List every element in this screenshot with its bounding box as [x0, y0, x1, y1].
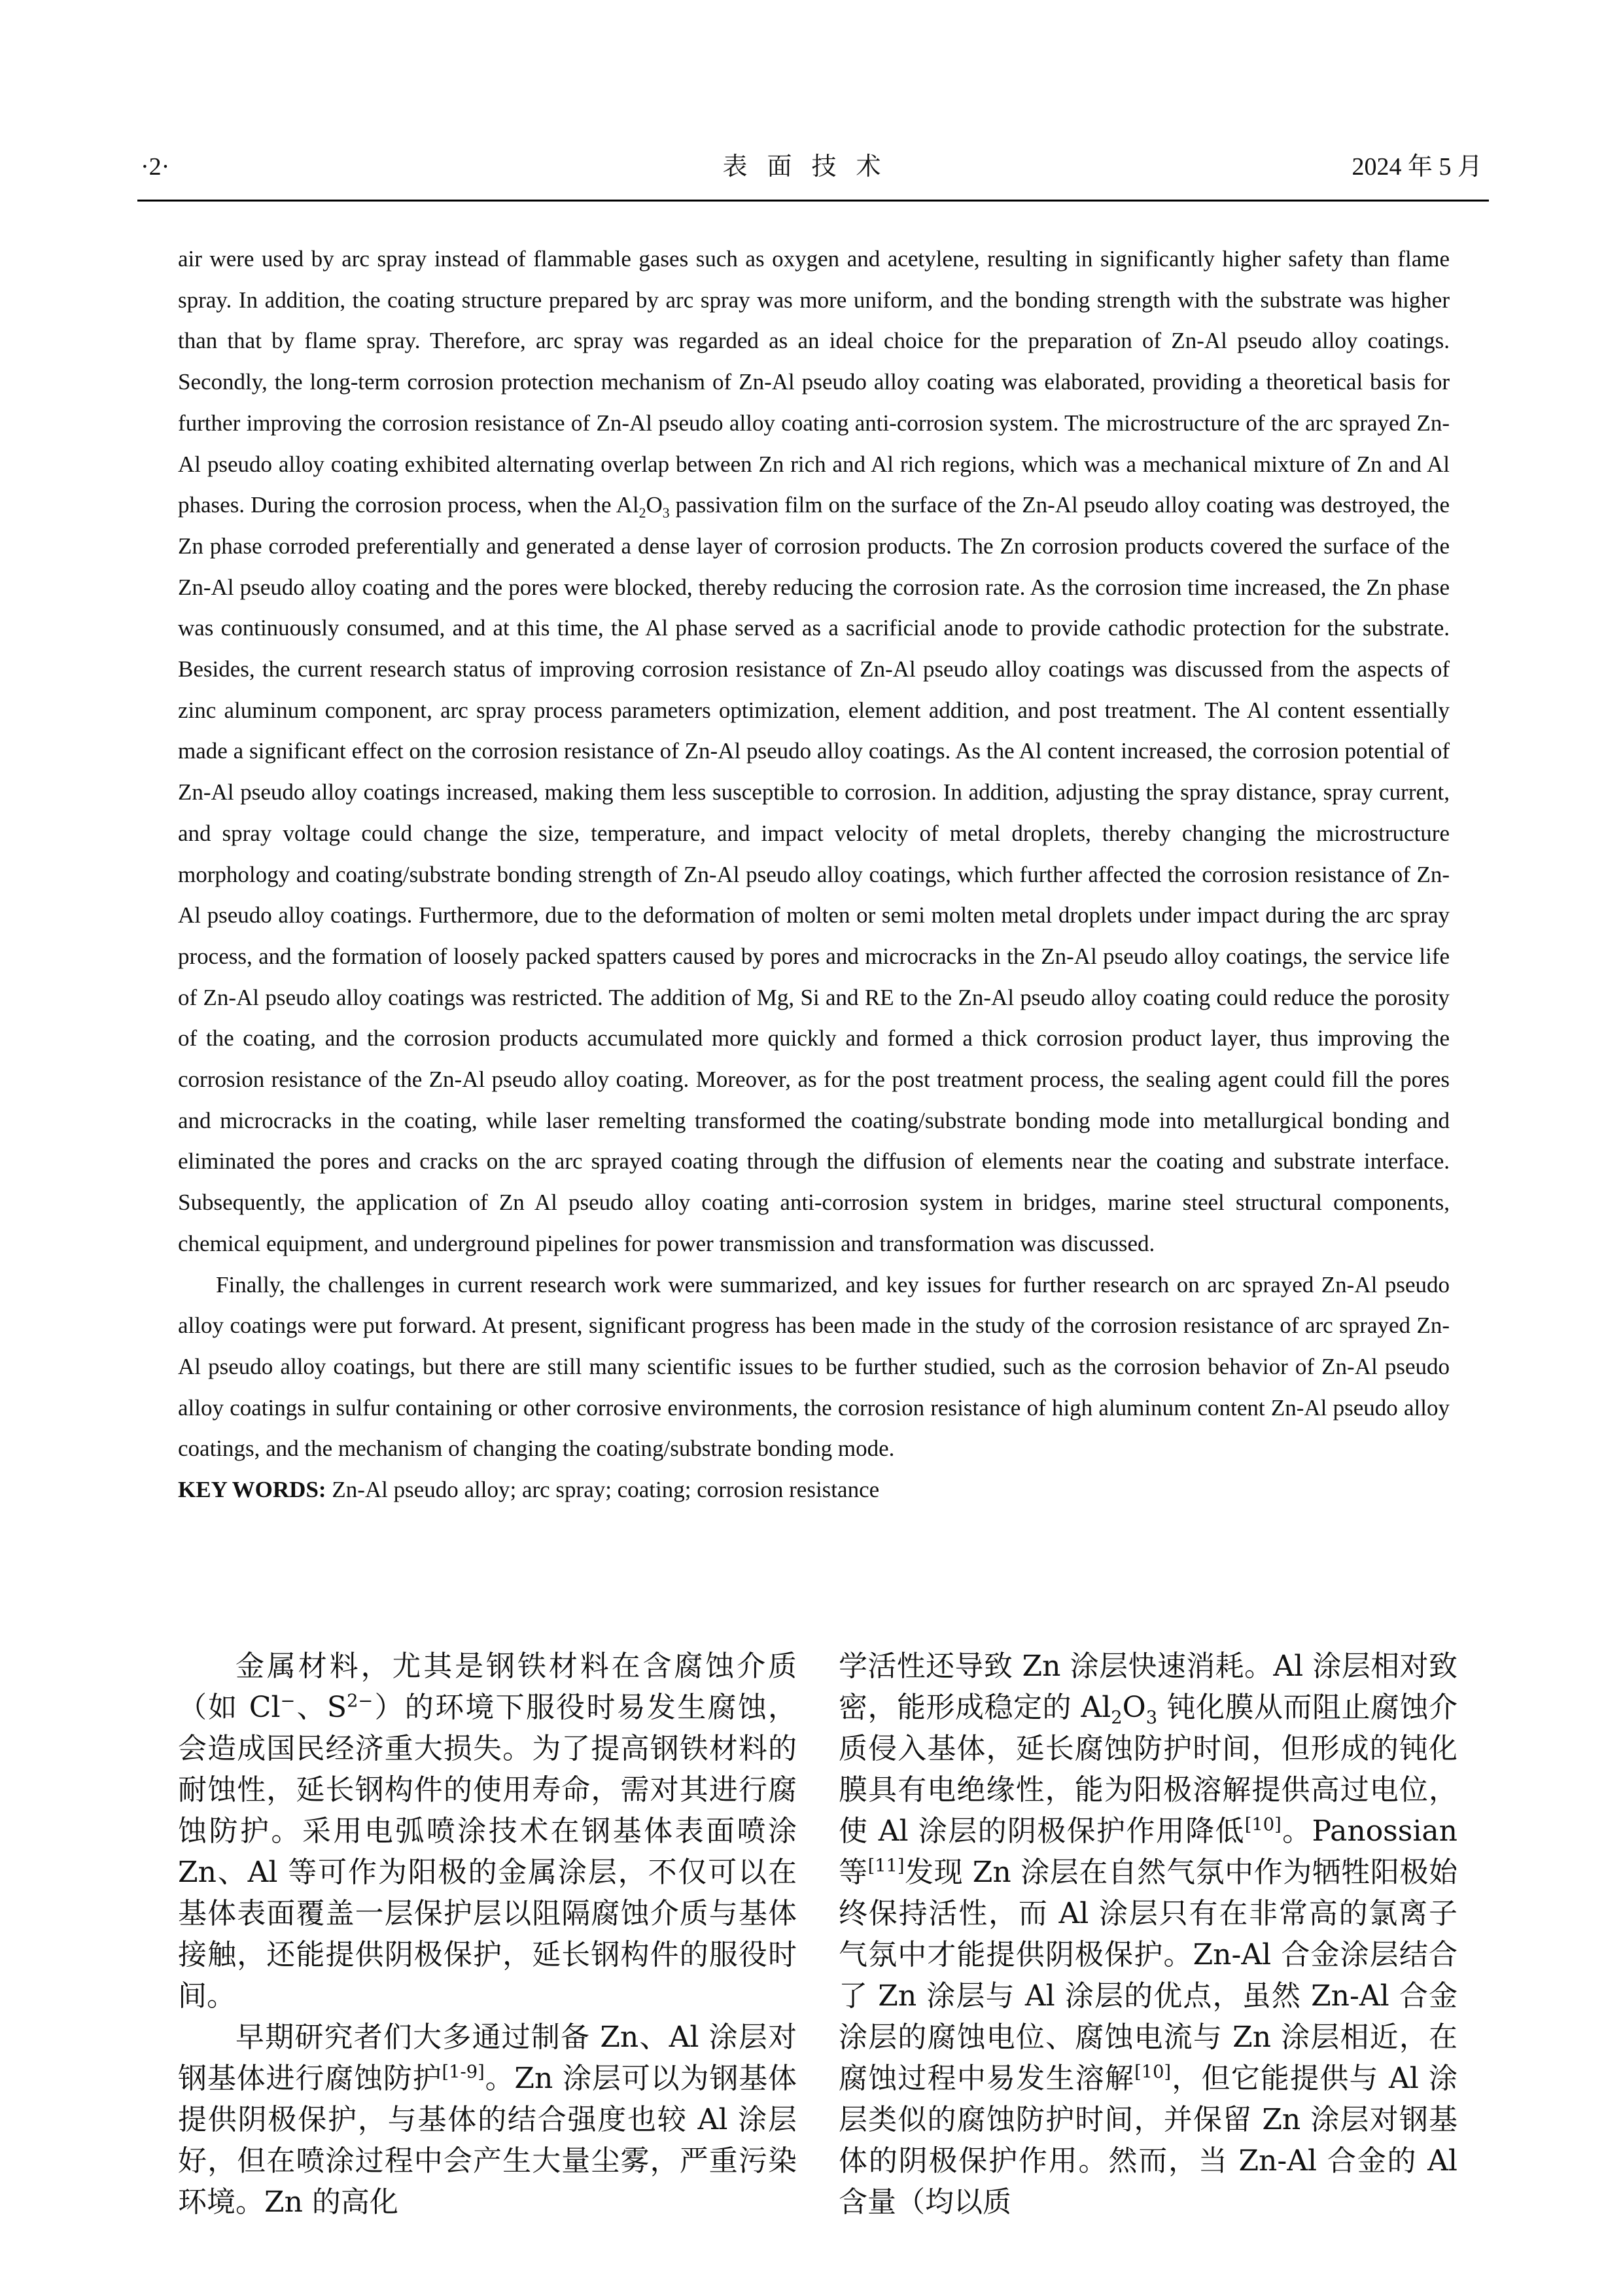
- issue-date: 2024 年 5 月: [1352, 153, 1482, 181]
- abstract-paragraph-2: Finally, the challenges in current research work were summarized, and key issues for further research on arc sprayed Zn-Al pseudo alloy coatings were put forward. At present, significant progress has been made in the study of the corrosion resistance of arc sprayed Zn-Al pseudo alloy coatings, but there are still many scientific issues to be further studied, such as the corrosion behavior of Zn-Al pseudo alloy coatings in sulfur containing or other corrosive environments, the corrosion resistance of high aluminum content Zn-Al pseudo alloy coatings, and the mechanism of changing the coating/substrate bonding mode.: [178, 1271, 1450, 1462]
- abstract-paragraph-1: air were used by arc spray instead of flammable gases such as oxygen and acetylene, resulting in significantly higher safety than flame spray. In addition, the coating structure prepared by arc spray was more uniform, and the bonding strength with the substrate was higher than that by flame spray. Therefore, arc spray was regarded as an ideal choice for the preparation of Zn-Al pseudo alloy coatings. Secondly, the long-term corrosion protection mechanism of Zn-Al pseudo alloy coating was elaborated, providing a theoretical basis for further improving the corrosion resistance of Zn-Al pseudo alloy coating anti-corrosion system. The microstructure of the arc sprayed Zn-Al pseudo alloy coating exhibited alternating overlap between Zn rich and Al rich regions, which was a mechanical mixture of Zn and Al phases. During the corrosion process, when the $Al_2O_3$ passivation film on the surface of the Zn-Al pseudo alloy coating was destroyed, the Zn phase corroded preferentially and generated a dense layer of corrosion products. The Zn corrosion products covered the surface of the Zn-Al pseudo alloy coating and the pores were blocked, thereby reducing the corrosion rate. As the corrosion time increased, the Zn phase was continuously consumed, and at this time, the Al phase served as a sacrificial anode to provide cathodic protection for the substrate. Besides, the current research status of improving corrosion resistance of Zn-Al pseudo alloy coatings was discussed from the aspects of zinc aluminum component, arc spray process parameters optimization, element addition, and post treatment. The Al content essentially made a significant effect on the corrosion resistance of Zn-Al pseudo alloy coatings. As the Al content increased, the corrosion potential of Zn-Al pseudo alloy coatings increased, making them less susceptible to corrosion. In addition, adjusting the spray distance, spray current, and spray voltage could change the size, temperature, and impact velocity of metal droplets, thereby changing the microstructure morphology and coating/substrate bonding strength of Zn-Al pseudo alloy coatings, which further affected the corrosion resistance of Zn-Al pseudo alloy coatings. Furthermore, due to the deformation of molten or semi molten metal droplets under impact during the arc spray process, and the formation of loosely packed spatters caused by pores and microcracks in the Zn-Al pseudo alloy coatings, the service life of Zn-Al pseudo alloy coatings was restricted. The addition of Mg, Si and RE to the Zn-Al pseudo alloy coating could reduce the porosity of the coating, and the corrosion products accumulated more quickly and formed a thick corrosion product layer, thus improving the corrosion resistance of the Zn-Al pseudo alloy coating. Moreover, as for the post treatment process, the sealing agent could fill the pores and microcracks in the coating, while laser remelting transformed the coating/substrate bonding mode into metallurgical bonding and eliminated the pores and cracks on the arc sprayed coating through the diffusion of elements near the coating and substrate interface. Subsequently, the application of Zn Al pseudo alloy coating anti-corrosion system in bridges, marine steel structural components, chemical equipment, and underground pipelines for power transmission and transformation was discussed.: [178, 246, 1450, 1256]
- keywords: [178, 1470, 1450, 1511]
- body-paragraph: 早期研究者们大多通过制备 Zn、Al 涂层对钢基体进行腐蚀防护[1-9]。Zn 涂层可以为钢基体提供阴极保护，与基体的结合强度也较 Al 涂层好，但在喷涂过程中会产生大量尘雾，严重污染环境。Zn 的高化: [178, 2021, 797, 2219]
- citation-ref: [1-9]: [442, 2062, 485, 2083]
- body-paragraph: 学活性还导致 Zn 涂层快速消耗。Al 涂层相对致密，能形成稳定的 $Al_2O_3$ 钝化膜从而阻止腐蚀介质侵入基体，延长腐蚀防护时间，但形成的钝化膜具有电绝缘性，能为阳极溶解提供高过电位，使 Al 涂层的阴极保护作用降低[10]。Panossian 等[11]发现 Zn 涂层在自然气氛中作为牺牲阳极始终保持活性，而 Al 涂层只有在非常高的氯离子气氛中才能提供阴极保护。Zn-Al 合金涂层结合了 Zn 涂层与 Al 涂层的优点，虽然 Zn-Al 合金涂层的腐蚀电位、腐蚀电流与 Zn 涂层相近，在腐蚀过程中易发生溶解[10]，但它能提供与 Al 涂层类似的腐蚀防护时间，并保留 Zn 涂层对钢基体的阴极保护作用。然而，当 Zn-Al 合金的 Al 含量（均以质: [839, 1650, 1457, 2219]
- body-column-left: [178, 1646, 797, 2234]
- page-number: ·2·: [141, 153, 170, 181]
- keywords-list: Zn-Al pseudo alloy; arc spray; coating; corrosion resistance: [326, 1477, 880, 1503]
- body-paragraph: 金属材料，尤其是钢铁材料在含腐蚀介质（如 Cl−、$S^{2-}$）的环境下服役时易发生腐蚀，会造成国民经济重大损失。为了提高钢铁材料的耐蚀性，延长钢构件的使用寿命，需对其进行腐蚀防护。采用电弧喷涂技术在钢基体表面喷涂 Zn、Al 等可作为阳极的金属涂层，不仅可以在基体表面覆盖一层保护层以阻隔腐蚀介质与基体接触，还能提供阴极保护，延长钢构件的服役时间。: [178, 1650, 797, 2013]
- citation-ref: [10]: [1244, 1814, 1282, 1835]
- citation-ref: [10]: [1134, 2062, 1172, 2083]
- english-abstract: [178, 239, 1450, 1511]
- citation-ref: [11]: [867, 1856, 905, 1877]
- header-rule: [137, 200, 1489, 202]
- keywords-label: KEY WORDS:: [178, 1477, 326, 1503]
- journal-title: 表面技术: [722, 153, 901, 181]
- body-column-right: [839, 1646, 1457, 2234]
